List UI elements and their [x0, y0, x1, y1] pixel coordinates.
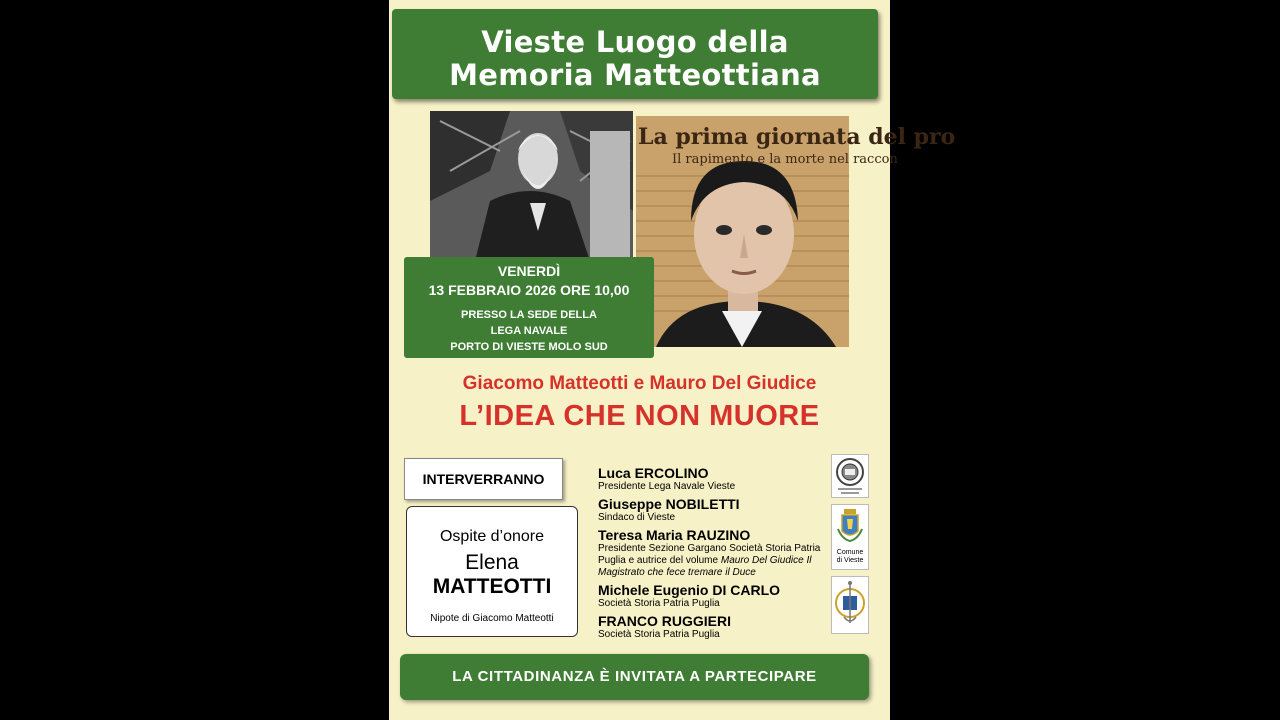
guest-last-name: MATTEOTTI	[432, 575, 552, 598]
speaker-item	[598, 527, 826, 579]
guest-relation: Nipote di Giacomo Matteotti	[430, 613, 554, 624]
speakers-list	[598, 465, 826, 644]
comune-label-line-1: Comune	[836, 549, 864, 556]
speaker-role: Società Storia Patria Puglia	[598, 598, 720, 609]
speaker-role-text: Presidente Sezione Gargano Società Storia Patria Puglia e autrice del volume	[598, 543, 821, 566]
speaker-role: Società Storia Patria Puglia	[598, 629, 720, 640]
title-banner	[392, 9, 878, 99]
speaker-name: FRANCO RUGGIERI	[598, 613, 731, 629]
lega-navale-logo	[831, 576, 869, 634]
speaker-name: Giuseppe NOBILETTI	[598, 496, 740, 512]
event-day: VENERDÌ	[497, 263, 561, 279]
speaker-item	[598, 496, 826, 524]
comune-label	[832, 549, 868, 565]
photo-mauro-del-giudice	[430, 111, 633, 261]
event-date-time: 13 FEBBRAIO 2026 ORE 10,00	[428, 282, 630, 298]
interverranno-label: INTERVERRANNO	[404, 458, 563, 500]
event-headline: L’IDEA CHE NON MUORE	[459, 400, 820, 432]
newspaper-subheadline: Il rapimento e la morte nel raccon	[672, 152, 898, 167]
venue-line-3: PORTO DI VIESTE MOLO SUD	[450, 341, 608, 353]
newspaper-headline: La prima giornata del pro	[638, 124, 956, 150]
invitation-banner: LA CITTADINANZA È INVITATA A PARTECIPARE	[400, 654, 869, 700]
comune-di-vieste-logo	[831, 504, 869, 570]
event-venue	[404, 307, 654, 355]
speaker-item	[598, 613, 826, 641]
venue-line-2: LEGA NAVALE	[490, 325, 568, 337]
speaker-name: Luca ERCOLINO	[598, 465, 709, 481]
speaker-item	[598, 582, 826, 610]
guest-first-name: Elena	[465, 551, 519, 574]
speaker-role: Presidente Lega Navale Vieste	[598, 481, 736, 492]
title-line-2: Memoria Matteottiana	[449, 58, 821, 92]
venue-line-1: PRESSO LA SEDE DELLA	[461, 309, 597, 321]
title-line-1: Vieste Luogo della	[481, 25, 789, 59]
event-details-box	[404, 257, 654, 358]
event-subtitle: Giacomo Matteotti e Mauro Del Giudice	[462, 373, 817, 394]
guest-of-honor-box	[406, 506, 578, 637]
speaker-role	[598, 543, 826, 579]
speaker-name: Michele Eugenio DI CARLO	[598, 582, 781, 598]
book-title: Mauro Del Giudice Il Magistrato che fece tremare il Duce	[598, 555, 812, 578]
societa-storia-patria-logo	[831, 454, 869, 498]
guest-label: Ospite d’onore	[439, 528, 545, 545]
comune-label-line-2: di Vieste	[836, 557, 864, 564]
speaker-item	[598, 465, 826, 493]
photo-giacomo-matteotti	[636, 116, 956, 347]
speaker-role: Sindaco di Vieste	[598, 512, 676, 523]
speaker-name: Teresa Maria RAUZINO	[598, 527, 751, 543]
event-poster	[389, 0, 956, 720]
